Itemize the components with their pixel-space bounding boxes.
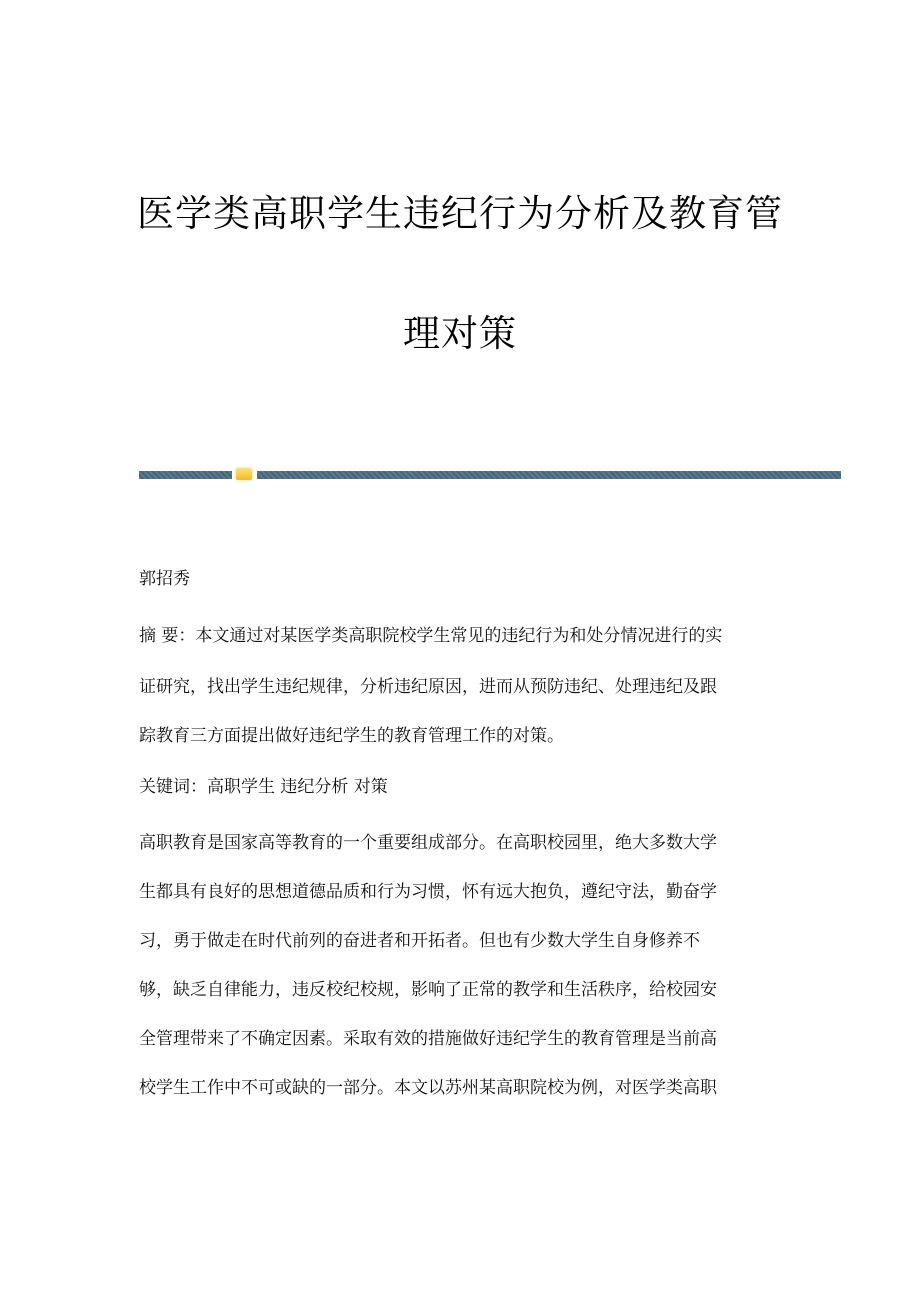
author-name: 郭招秀 <box>139 569 190 589</box>
divider-bar-right <box>257 471 841 479</box>
body-paragraph-line: 高职教育是国家高等教育的一个重要组成部分。在高职校园里，绝大多数大学 <box>139 833 717 853</box>
title-divider <box>139 471 841 480</box>
body-paragraph-line: 全管理带来了不确定因素。采取有效的措施做好违纪学生的教育管理是当前高 <box>139 1029 717 1049</box>
keywords: 关键词：高职学生 违纪分析 对策 <box>139 777 388 797</box>
body-paragraph-line: 够，缺乏自律能力，违反校纪校规，影响了正常的教学和生活秩序，给校园安 <box>139 980 717 1000</box>
body-paragraph-line: 校学生工作中不可或缺的一部分。本文以苏州某高职院校为例，对医学类高职 <box>139 1078 717 1098</box>
abstract-line: 证研究，找出学生违纪规律，分析违纪原因，进而从预防违纪、处理违纪及跟 <box>139 677 717 697</box>
body-paragraph-line: 生都具有良好的思想道德品质和行为习惯，怀有远大抱负，遵纪守法，勤奋学 <box>139 882 717 902</box>
ornament-icon <box>236 468 252 480</box>
body-paragraph-line: 习，勇于做走在时代前列的奋进者和开拓者。但也有少数大学生自身修养不 <box>139 931 700 951</box>
document-title-line-2: 理对策 <box>403 312 517 355</box>
abstract-line: 踪教育三方面提出做好违纪学生的教育管理工作的对策。 <box>139 726 564 746</box>
divider-bar-left <box>139 471 232 479</box>
abstract-line: 摘 要：本文通过对某医学类高职院校学生常见的违纪行为和处分情况进行的实 <box>139 626 723 646</box>
document-title-line-1: 医学类高职学生违纪行为分析及教育管 <box>137 192 783 235</box>
